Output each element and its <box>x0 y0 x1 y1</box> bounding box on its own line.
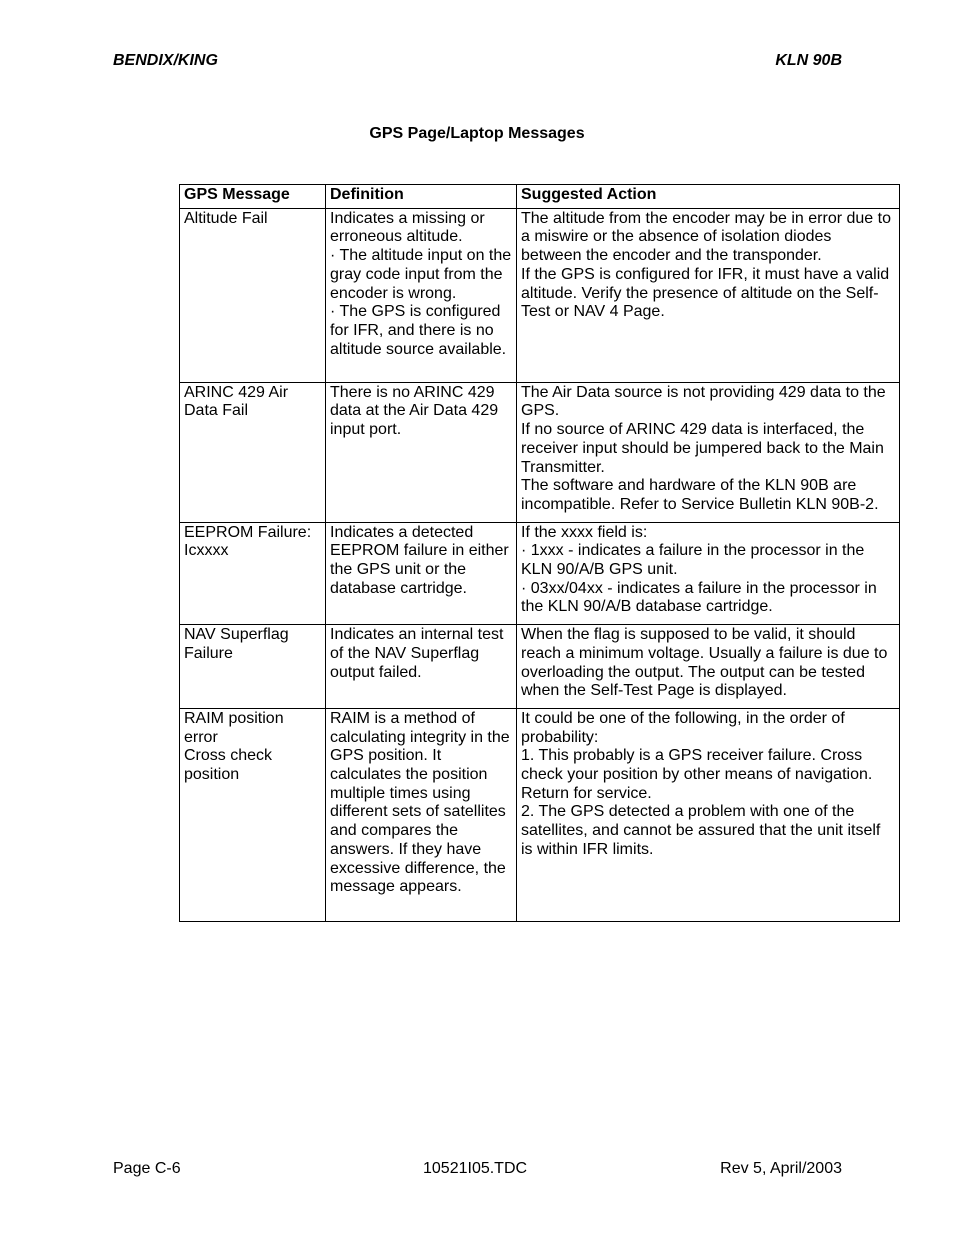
document-code: 10521I05.TDC <box>423 1160 528 1177</box>
table-row <box>180 522 900 625</box>
cell-action: The altitude from the encoder may be in error due to a miswire or the absence of isolation diodes between the encoder and the transponder. If the GPS is configured for IFR, it must have a valid altitude. Verify the presence of altitude on the Self-Test or NAV 4 Page. <box>517 208 900 382</box>
cell-definition: Indicates a missing or erroneous altitude. · The altitude input on the gray code input from the encoder is wrong. · The GPS is configured for IFR, and there is no altitude source available. <box>326 208 517 382</box>
cell-definition: Indicates a detected EEPROM failure in either the GPS unit or the database cartridge. <box>326 522 517 625</box>
cell-message: RAIM position error Cross check position <box>180 708 326 921</box>
column-header-gps-message: GPS Message <box>180 185 326 209</box>
column-header-suggested-action: Suggested Action <box>517 185 900 209</box>
cell-message: EEPROM Failure: Icxxxx <box>180 522 326 625</box>
cell-action: When the flag is supposed to be valid, it should reach a minimum voltage. Usually a failure is due to overloading the output. The output can be tested when the Self-Test Page is displayed. <box>517 625 900 709</box>
page-title: GPS Page/Laptop Messages <box>369 125 585 142</box>
table-row <box>180 208 900 382</box>
cell-message: Altitude Fail <box>180 208 326 382</box>
cell-definition: There is no ARINC 429 data at the Air Data 429 input port. <box>326 382 517 522</box>
header-model: KLN 90B <box>775 52 842 69</box>
messages-table <box>179 184 900 922</box>
table-row <box>180 708 900 921</box>
column-header-definition: Definition <box>326 185 517 209</box>
table-row <box>180 625 900 709</box>
cell-action: The Air Data source is not providing 429 data to the GPS. If no source of ARINC 429 data is interfaced, the receiver input should be jumpered back to the Main Transmitter. The software and hardware of the KLN 90B are incompatible. Refer to Service Bulletin KLN 90B-2. <box>517 382 900 522</box>
page-footer <box>113 1160 842 1180</box>
page-header <box>113 52 842 72</box>
revision-date: Rev 5, April/2003 <box>720 1160 842 1177</box>
cell-definition: Indicates an internal test of the NAV Superflag output failed. <box>326 625 517 709</box>
cell-action: It could be one of the following, in the order of probability: 1. This probably is a GPS receiver failure. Cross check your position by other means of navigation. Return for service. 2. The GPS detected a problem with one of the satellites, and cannot be assured that the unit itself is within IFR limits. <box>517 708 900 921</box>
table-header-row <box>180 185 900 209</box>
header-brand: BENDIX/KING <box>113 52 218 69</box>
cell-action: If the xxxx field is: · 1xxx - indicates a failure in the processor in the KLN 90/A/B GPS unit. · 03xx/04xx - indicates a failure in the processor in the KLN 90/A/B database cartridge. <box>517 522 900 625</box>
cell-message: ARINC 429 Air Data Fail <box>180 382 326 522</box>
table-row <box>180 382 900 522</box>
cell-message: NAV Superflag Failure <box>180 625 326 709</box>
cell-definition: RAIM is a method of calculating integrity in the GPS position. It calculates the position multiple times using different sets of satellites and compares the answers. If they have excessive difference, the message appears. <box>326 708 517 921</box>
page-number: Page C-6 <box>113 1160 181 1177</box>
